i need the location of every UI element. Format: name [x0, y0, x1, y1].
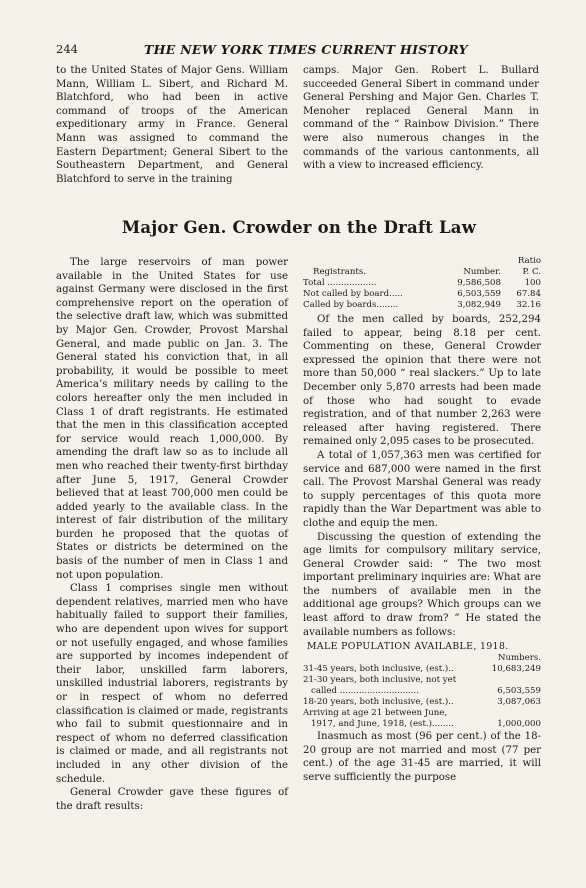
- table-cell: Total ..................: [303, 278, 377, 288]
- table-row: [303, 686, 541, 697]
- table-cell: 10,683,249: [491, 664, 541, 675]
- table-row: [303, 697, 541, 708]
- table-header-cell: Number.: [463, 267, 501, 277]
- table-cell: 100: [524, 278, 541, 288]
- page-number: 244: [56, 42, 78, 56]
- population-table-title: MALE POPULATION AVAILABLE, 1918.: [307, 641, 509, 653]
- table-cell: 3,082,949: [457, 300, 501, 310]
- table-cell: 67.84: [516, 289, 541, 299]
- paragraph: Inasmuch as most (96 per cent.) of the 18-20 group are not married and most (77 per cent.) of the age 31-45 are married, it will serve sufficiently the purpose: [303, 731, 541, 784]
- table-cell: Not called by board.....: [303, 289, 403, 299]
- table-cell: 31-45 years, both inclusive, (est.)..: [303, 664, 454, 675]
- table-header-cell: Registrants.: [313, 267, 367, 277]
- table-cell: 32.16: [516, 300, 541, 310]
- table-row: [303, 289, 541, 300]
- table-header-cell: Numbers.: [497, 653, 541, 664]
- table-row: [303, 719, 541, 730]
- article-right-column: [303, 256, 541, 785]
- table-cell: 21-30 years, both inclusive, not yet: [303, 675, 457, 686]
- table-header-cell: P. C.: [522, 267, 541, 277]
- table-cell: [477, 675, 541, 686]
- table-cell: Arriving at age 21 between June,: [303, 708, 448, 719]
- table-row: [303, 278, 541, 289]
- paragraph: The large reservoirs of man power available in the United States for use against Germany were disclosed in the first comprehensive report on the operation of the selective draft law, which was submitted by Major Gen. Crowder, Provost Marshal General, and made public on Jan. 3. The General stated his conviction that, in all probability, it would be possible to meet America’s military needs by calling to the colors hereafter only the men included in Class 1 of draft registrants. He estimated that the men in this classification accepted for service would reach 1,000,000. By amending the draft law so as to include all men who reached their twenty-first birthday after June 5, 1917, General Crowder believed that at least 700,000 men could be added yearly to the available class. In the interest of fair distribution of the military burden he proposed that the quotas of States or districts be determined on the basis of the number of men in Class 1 and not upon population.: [56, 257, 288, 581]
- table-row: [303, 300, 541, 311]
- table-cell: 1917, and June, 1918, (est.)........: [311, 719, 454, 730]
- table-cell: called .............................: [311, 686, 419, 697]
- paragraph: camps. Major Gen. Robert L. Bullard succeeded General Sibert in command under General Pershing and Major Gen. Charles T. Menoher replaced General Mann in command of the “ Rainbow Division.” There were also numerous changes in the commands of the various cantonments, all with a view to increased efficiency.: [303, 65, 539, 172]
- previous-article-left-column: [56, 64, 288, 186]
- table-row: [303, 664, 541, 675]
- table-cell: 6,503,559: [497, 686, 541, 697]
- previous-article-right-column: [303, 64, 539, 173]
- page-header: [56, 42, 544, 58]
- table-cell: 1,000,000: [497, 719, 541, 730]
- table-cell: 18-20 years, both inclusive, (est.)..: [303, 697, 454, 708]
- table-cell: Called by boards........: [303, 300, 399, 310]
- table-header-ratio: Ratio: [517, 256, 541, 266]
- table-cell: 9,586,508: [457, 278, 501, 288]
- table-row: [303, 708, 541, 719]
- paragraph: to the United States of Major Gens. William Mann, William L. Sibert, and Richard M. Blatchford, who had been in active command of troops of the American expeditionary army in France. General Mann was assigned to command the Eastern Department; General Sibert to the Southeastern Department, and General Blatchford to serve in the training: [56, 65, 288, 185]
- table-row: [303, 675, 541, 686]
- article-title: Major Gen. Crowder on the Draft Law: [121, 218, 477, 237]
- article-left-column: [56, 256, 288, 813]
- paragraph: Of the men called by boards, 252,294 failed to appear, being 8.18 per cent. Commenting on these, General Crowder expressed the opinion that there were not more than 50,000 “ real slackers.” Up to late December only 5,870 arrests had been made of those who had sought to evade registration, and of that number 2,263 were released after having registered. There remained only 2,095 cases to be prosecuted.: [303, 314, 541, 448]
- running-title: THE NEW YORK TIMES CURRENT HISTORY: [144, 42, 468, 57]
- table-cell: 3,087,063: [497, 697, 541, 708]
- paragraph: Discussing the question of extending the age limits for compulsory military service, General Crowder said: “ The two most important preliminary inquiries are: What are the numbers of available men in the additional age groups? Which groups can we least afford to draw from? ” He stated the available numbers as follows:: [303, 531, 541, 638]
- table-cell: [477, 708, 541, 719]
- population-table: [303, 641, 541, 730]
- paragraph: General Crowder gave these figures of the draft results:: [56, 787, 288, 812]
- draft-statistics-table: [303, 256, 541, 311]
- table-header-row: [303, 267, 541, 278]
- paragraph: Class 1 comprises single men without dependent relatives, married men who have habitually failed to support their families, who are dependent upon wives for support or not usefully engaged, and whose families are supported by incomes independent of their labor, unskilled farm laborers, unskilled industrial laborers, registrants by or in respect of whom no deferred classification is claimed or made, registrants who fail to submit questionnaire and in respect of whom no deferred classification is claimed or made, and all registrants not included in any other division of the schedule.: [56, 583, 288, 785]
- table-cell: 6,503,559: [457, 289, 501, 299]
- paragraph: A total of 1,057,363 men was certified for service and 687,000 were named in the first call. The Provost Marshal General was ready to supply percentages of this quota more rapidly than the War Department was able to clothe and equip the men.: [303, 449, 541, 529]
